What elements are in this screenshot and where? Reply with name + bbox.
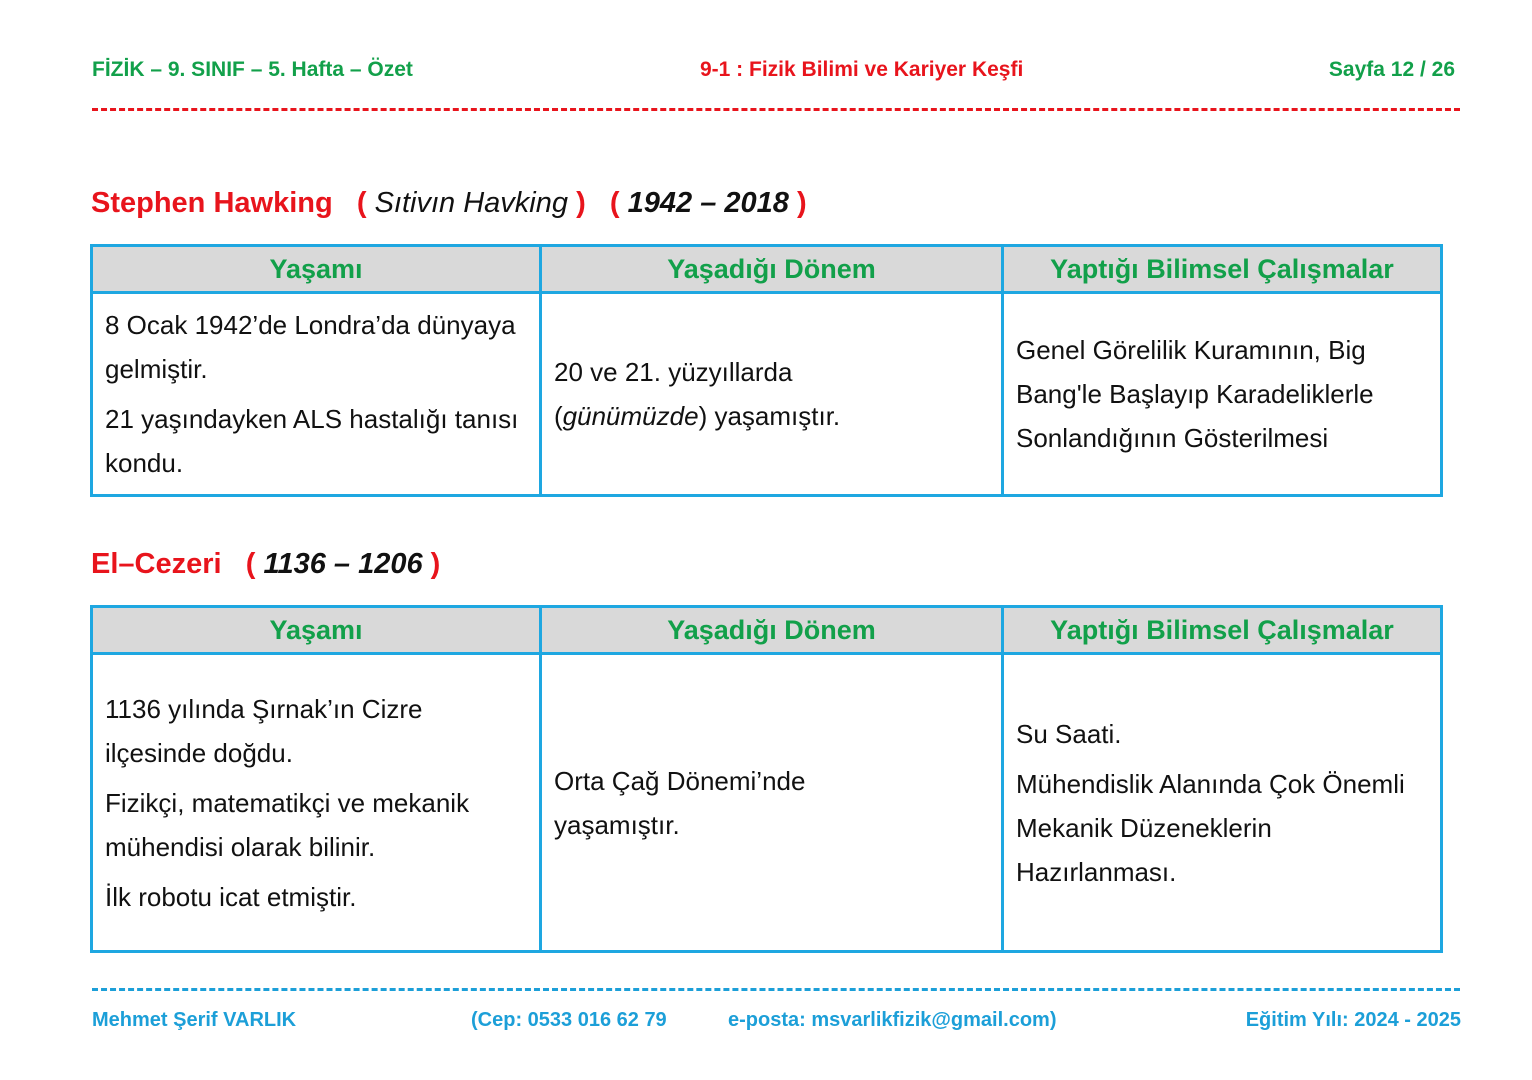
column-header: Yaşadığı Dönem bbox=[541, 607, 1003, 654]
life-item: İlk robotu icat etmiştir. bbox=[105, 881, 357, 912]
life-cell bbox=[92, 293, 541, 496]
cezeri-table bbox=[90, 605, 1443, 953]
section-title-cezeri: El–Cezeri ( 1136 – 1206 ) bbox=[91, 548, 441, 580]
footer-phone: (Cep: 0533 016 62 79 bbox=[471, 1009, 667, 1031]
period-text: Orta Çağ Dönemi’nde yaşamıştır. bbox=[554, 765, 806, 840]
header-page: Sayfa 12 / 26 bbox=[1328, 58, 1455, 81]
period-italic: günümüzde bbox=[562, 401, 699, 431]
work-item: Su Saati. bbox=[1016, 718, 1122, 749]
header-course: FİZİK – 9. SINIF – 5. Hafta – Özet bbox=[92, 58, 413, 81]
period-cell bbox=[541, 654, 1003, 952]
column-header: Yaşamı bbox=[92, 607, 541, 654]
footer-email[interactable]: e-posta: msvarlikfizik@gmail.com) bbox=[728, 1009, 1057, 1031]
header-topic: 9-1 : Fizik Bilimi ve Kariyer Keşfi bbox=[700, 58, 1024, 81]
header-divider bbox=[92, 108, 1460, 111]
column-header: Yaşadığı Dönem bbox=[541, 246, 1003, 293]
period-cell: 20 ve 21. yüzyıllarda (günümüzde) yaşamıştır. bbox=[541, 293, 1003, 496]
column-header: Yaptığı Bilimsel Çalışmalar bbox=[1003, 607, 1442, 654]
period-text: 20 ve 21. yüzyıllarda bbox=[554, 357, 793, 387]
work-item: Genel Görelilik Kuramının, Big Bang'le Başlayıp Karadeliklerle Sonlandığının Gösterilmesi bbox=[1016, 335, 1374, 453]
work-item: Mühendislik Alanında Çok Önemli Mekanik Düzeneklerin Hazırlanması. bbox=[1016, 768, 1405, 887]
table-header-row bbox=[92, 246, 1442, 293]
life-item: Fizikçi, matematikçi ve mekanik mühendisi olarak bilinir. bbox=[105, 787, 470, 862]
section-title-hawking: Stephen Hawking ( Sıtivın Havking ) ( 1942 – 2018 ) bbox=[91, 187, 807, 219]
footer-author: Mehmet Şerif VARLIK bbox=[92, 1009, 297, 1031]
life-item: 8 Ocak 1942’de Londra’da dünyaya gelmiştir. bbox=[105, 310, 516, 384]
life-cell bbox=[92, 654, 541, 952]
hawking-table bbox=[90, 244, 1443, 497]
work-cell bbox=[1003, 654, 1442, 952]
table-row bbox=[92, 654, 1442, 952]
footer-year: Eğitim Yılı: 2024 - 2025 bbox=[1245, 1009, 1461, 1031]
table-row bbox=[92, 293, 1442, 496]
footer-divider bbox=[92, 988, 1460, 991]
period-text-end: yaşamıştır. bbox=[707, 401, 841, 431]
column-header: Yaşamı bbox=[92, 246, 541, 293]
table-header-row bbox=[92, 607, 1442, 654]
life-item: 21 yaşındayken ALS hastalığı tanısı kondu. bbox=[105, 404, 519, 478]
work-cell bbox=[1003, 293, 1442, 496]
column-header: Yaptığı Bilimsel Çalışmalar bbox=[1003, 246, 1442, 293]
life-item: 1136 yılında Şırnak’ın Cizre ilçesinde doğdu. bbox=[105, 693, 423, 768]
